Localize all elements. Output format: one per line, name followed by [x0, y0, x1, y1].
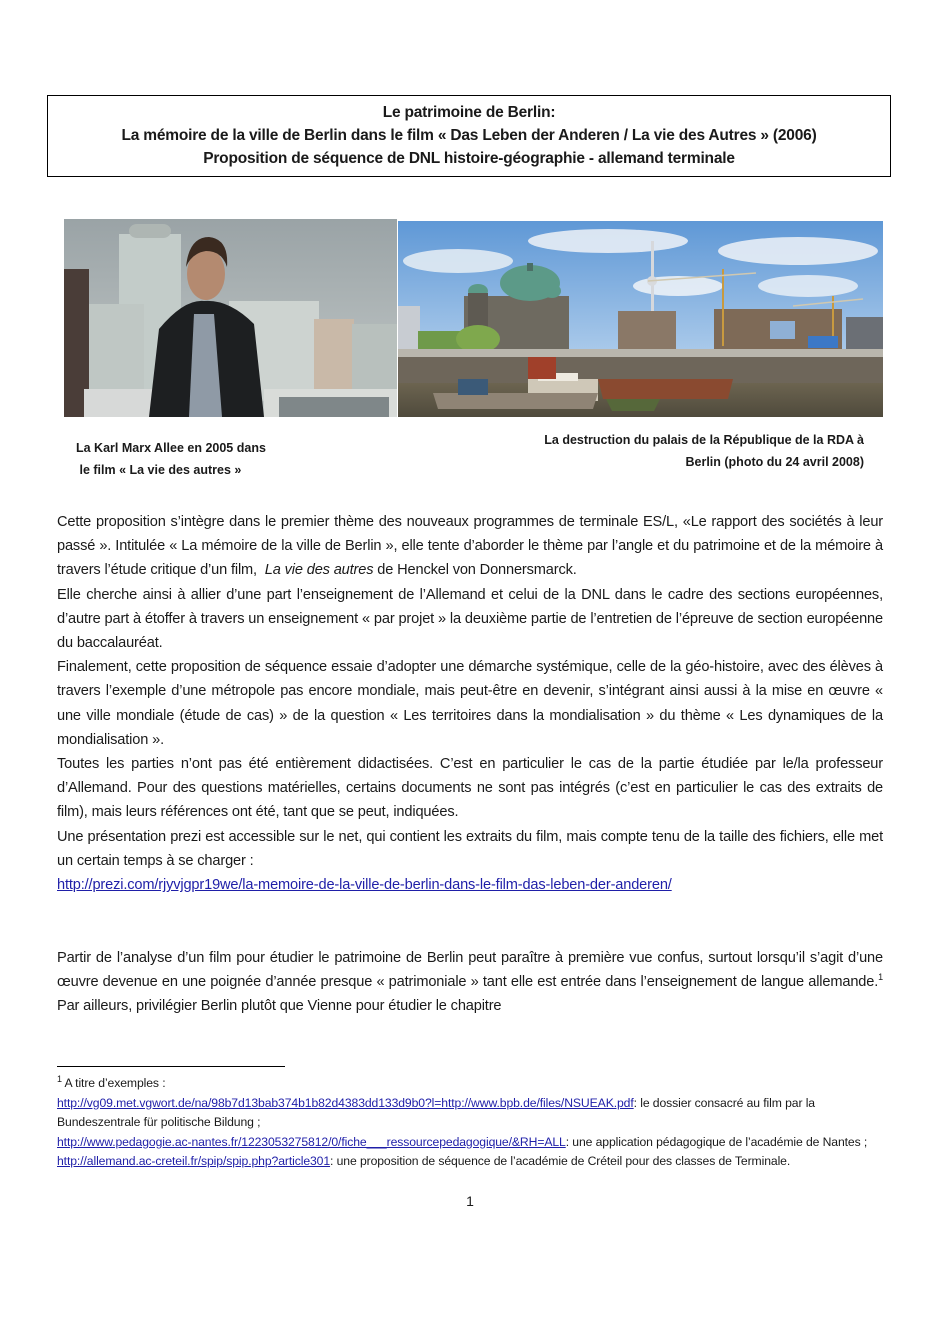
footnote-link-bpb[interactable]: http://vg09.met.vgwort.de/na/98b7d13bab374b1b82d4383dd133d9b0?l=http://www.bpb.de/files/NSUEAK.pdf	[57, 1095, 634, 1110]
title-line-3: Proposition de séquence de DNL histoire-géographie - allemand terminale	[203, 150, 735, 167]
photo-karl-marx-allee	[64, 219, 397, 417]
footnote: $^1$ A titre d’exemples : http://vg09.met.vgwort.de/na/98b7d13bab374b1b82d4383dd133d9b0?l=http://www.bpb.de/files/NSUEAK.pdf: le dossier consacré au film par la Bundeszentrale für politische Bildung ; http://www.pedagogie.ac-nantes.fr/1223053275812/0/fiche___ressourcepedagogique/&RH=ALL: une application pédagogique de l’académie de Nantes ; http://allemand.ac-creteil.fr/spip/spip.php?article301: une proposition de séquence de l’académie de Créteil pour des classes de Terminale.	[57, 1073, 871, 1168]
paragraph-2: Elle cherche ainsi à allier d’une part l’enseignement de l’Allemand et celui de la DNL dans le cadre des sections européennes, d’autre part à étoffer à travers un enseignement « par projet » la deuxième partie de l’entretien de l’épreuve de section européenne du baccalauréat.	[57, 586, 883, 652]
title-box	[47, 95, 891, 177]
photo-palast-demolition	[398, 221, 883, 417]
footnote-link-creteil[interactable]: http://allemand.ac-creteil.fr/spip/spip.php?article301	[57, 1154, 331, 1168]
caption-right-line-1: La destruction du palais de la République de la RDA à	[544, 433, 864, 447]
footnote-marker: 1	[57, 1073, 62, 1084]
title-line-1: Le patrimoine de Berlin:	[382, 104, 556, 121]
caption-right-line-2: Berlin (photo du 24 avril 2008)	[685, 455, 864, 469]
prezi-link[interactable]: http://prezi.com/rjyvjgpr19we/la-memoire-de-la-ville-de-berlin-dans-le-film-das-leben-der-anderen/	[57, 877, 672, 894]
footnote-link-nantes[interactable]: http://www.pedagogie.ac-nantes.fr/1223053275812/0/fiche___ressourcepedagogique/&RH=ALL	[57, 1134, 566, 1149]
intro-section	[57, 510, 887, 897]
footnote-divider	[57, 1066, 285, 1067]
caption-right	[510, 429, 864, 473]
paragraph-1: Cette proposition s’intègre dans le premier thème des nouveaux programmes de terminale ES/L, «Le rapport des sociétés à leur passé ». Intitulée « La mémoire de la ville de Berlin », elle tente d’aborder le thème par l’angle et du patrimoine et de la mémoire à travers l’étude critique d’un film, La vie des autres de Henckel von Donnersmarck.	[57, 514, 887, 579]
paragraph-4: Toutes les parties n’ont pas été entièrement didactisées. C’est en particulier le cas de la partie étudiée par le/la professeur d’Allemand. Pour des questions matérielles, certains documents ne sont pas intégrés (c’est en particulier le cas des extraits de film), mais leurs références ont été, tant que se peut, indiquées.	[57, 756, 883, 821]
barge	[598, 379, 733, 399]
paragraph-5: Une présentation prezi est accessible sur le net, qui contient les extraits du film, mais compte tenu de la taille des fichiers, elle met un certain temps à se charger :	[57, 828, 883, 869]
paragraph-3: Finalement, cette proposition de séquence essaie d’adopter une démarche systémique, celle de la géo-histoire, avec des élèves à travers l’exemple d’une métropole pas encore mondiale, mais peut-être en devenir, s’intégrant ainsi aussi à la mise en œuvre « une ville mondiale (étude de cas) » de la question « Les territoires dans la mondialisation » du thème « Les dynamiques de la mondialisation ».	[57, 659, 883, 748]
caption-left	[76, 437, 266, 481]
footnote-ref[interactable]: 1	[878, 972, 883, 983]
title-line-2: La mémoire de la ville de Berlin dans le film « Das Leben der Anderen / La vie des Autres » (2006)	[121, 127, 817, 144]
berlin-photo-image	[398, 221, 883, 417]
film-still-image	[64, 219, 397, 417]
analysis-section	[57, 946, 883, 1019]
paragraph-6: Partir de l’analyse d’un film pour étudier le patrimoine de Berlin peut paraître à première vue confus, surtout lorsqu’il s’agit d’une œuvre devenue en une poignée d’année presque « patrimoniale » tant elle est entrée dans l’enseignement de langue allemande.$^1$ Par ailleurs, privilégier Berlin plutôt que Vienne pour étudier le chapitre	[57, 950, 883, 1015]
page-number: 1	[466, 1193, 474, 1209]
footnote-intro: A titre d’exemples :	[61, 1076, 166, 1090]
palast-ruin-1	[618, 311, 676, 349]
railing	[398, 349, 883, 357]
caption-left-line-1: La Karl Marx Allee en 2005 dans	[76, 441, 266, 455]
film-title-italic: La vie des autres	[264, 562, 374, 579]
caption-left-line-2: le film « La vie des autres »	[76, 463, 242, 477]
